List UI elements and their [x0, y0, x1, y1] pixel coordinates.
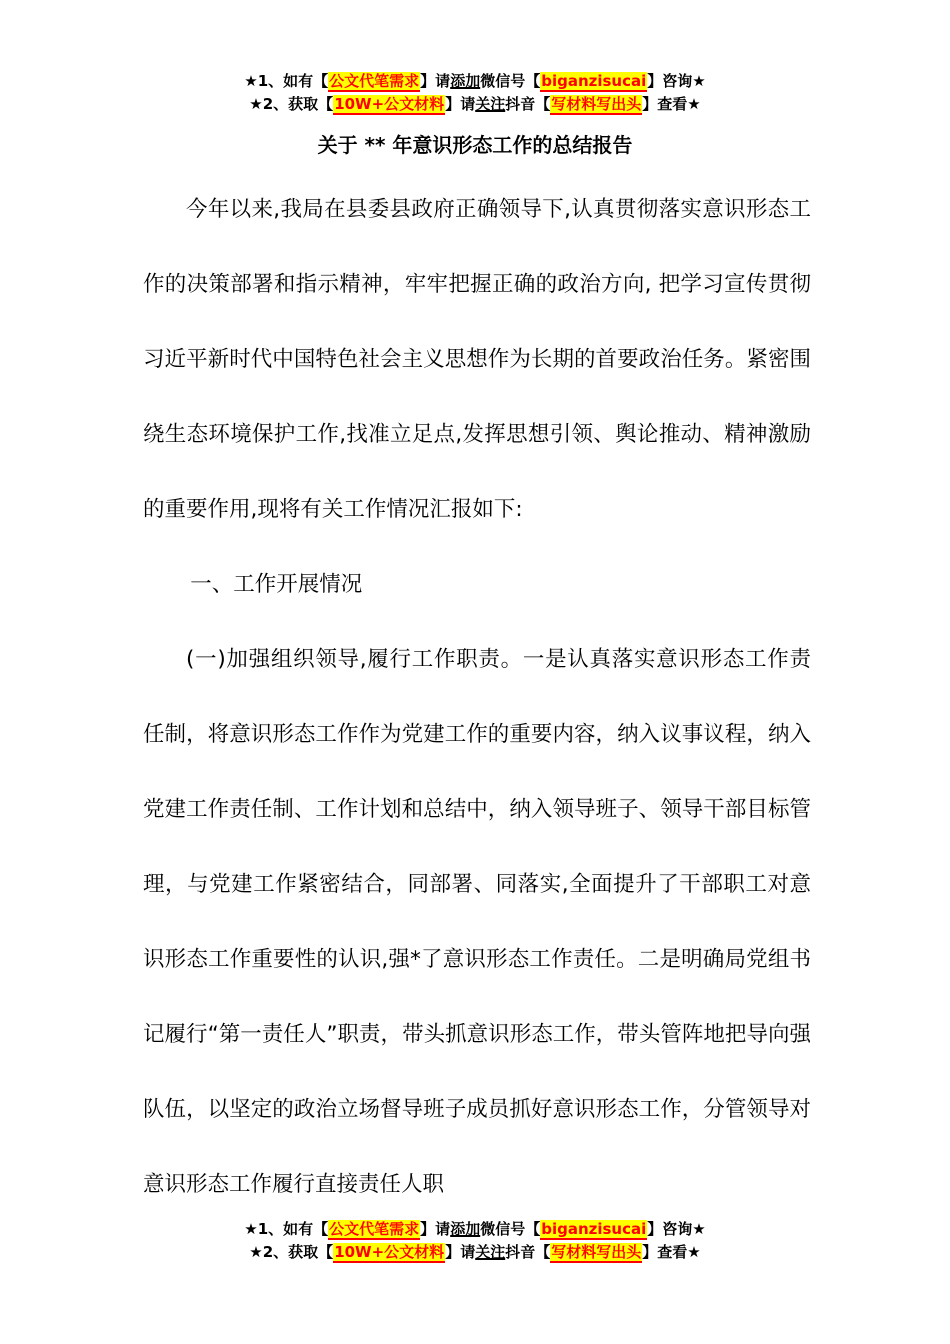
promo-text: 抖音【	[505, 95, 551, 113]
promo-emphasis: 关注	[475, 95, 506, 113]
promo-wechat-id: biganzisucai	[541, 1220, 647, 1238]
document-body	[143, 172, 811, 1222]
promo-emphasis: 添加	[450, 72, 481, 90]
promo-text: 】咨询★	[647, 72, 706, 90]
promo-line-1	[0, 1218, 950, 1241]
promo-text: 】咨询★	[647, 1220, 706, 1238]
promo-header	[0, 70, 950, 116]
promo-footer	[0, 1218, 950, 1264]
promo-emphasis: 关注	[475, 1243, 506, 1261]
promo-text: 】请	[445, 1243, 476, 1261]
promo-wechat-id: biganzisucai	[541, 72, 647, 90]
promo-text: 抖音【	[505, 1243, 551, 1261]
promo-highlight: 10W+公文材料	[334, 95, 445, 113]
promo-text: 】请	[445, 95, 476, 113]
paragraph-section-1: (一)加强组织领导,履行工作职责。一是认真落实意识形态工作责任制，将意识形态工作作为党建工作的重要内容，纳入议事议程，纳入党建工作责任制、工作计划和总结中，纳入领导班子、领导干部目标管理，与党建工作紧密结合，同部署、同落实,全面提升了干部职工对意识形态工作重要性的认识,强*了意识形态工作责任。二是明确局党组书记履行“第一责任人”职责，带头抓意识形态工作，带头管阵地把导向强队伍，以坚定的政治立场督导班子成员抓好意识形态工作，分管领导对意识形态工作履行直接责任人职	[143, 647, 811, 1197]
promo-line-2	[0, 93, 950, 116]
promo-highlight: 10W+公文材料	[334, 1243, 445, 1261]
promo-douyin-id: 写材料写出头	[551, 1243, 642, 1261]
promo-douyin-id: 写材料写出头	[551, 95, 642, 113]
promo-text: ★2、获取【	[249, 1243, 334, 1261]
promo-highlight: 公文代笔需求	[329, 72, 420, 90]
promo-emphasis: 添加	[450, 1220, 481, 1238]
promo-text: 微信号【	[480, 72, 541, 90]
promo-line-1	[0, 70, 950, 93]
promo-text: ★1、如有【	[244, 1220, 329, 1238]
promo-text: 】请	[420, 72, 451, 90]
promo-line-2	[0, 1241, 950, 1264]
promo-highlight: 公文代笔需求	[329, 1220, 420, 1238]
promo-text: ★1、如有【	[244, 72, 329, 90]
promo-text: 】请	[420, 1220, 451, 1238]
paragraph-intro: 今年以来,我局在县委县政府正确领导下,认真贯彻落实意识形态工作的决策部署和指示精神，牢牢把握正确的政治方向, 把学习宣传贯彻习近平新时代中国特色社会主义思想作为长期的首要政治任务。紧密围绕生态环境保护工作,找准立足点,发挥思想引领、舆论推动、精神激励的重要作用,现将有关工作情况汇报如下:	[143, 197, 811, 522]
section-heading: 一、工作开展情况	[190, 572, 363, 597]
promo-text: 】查看★	[642, 95, 701, 113]
promo-text: 微信号【	[480, 1220, 541, 1238]
promo-text: 】查看★	[642, 1243, 701, 1261]
promo-text: ★2、获取【	[249, 95, 334, 113]
document-title: 关于 ** 年意识形态工作的总结报告	[317, 133, 633, 157]
